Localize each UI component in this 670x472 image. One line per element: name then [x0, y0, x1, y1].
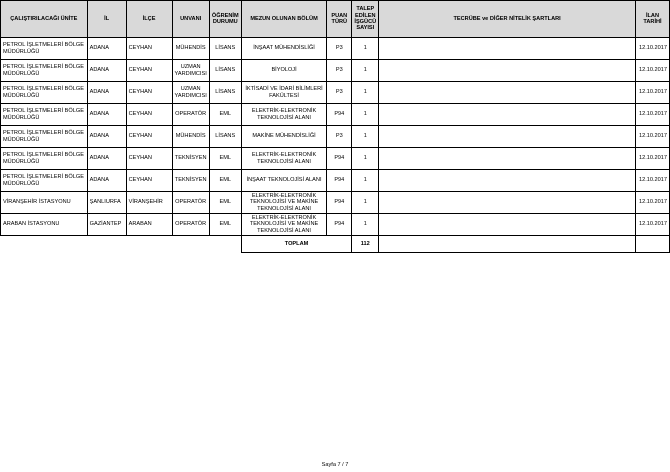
- cell-ogrenim: EML: [209, 104, 241, 126]
- cell-il: ADANA: [87, 82, 126, 104]
- header-ilce: İLÇE: [126, 1, 172, 38]
- cell-ilce: CEYHAN: [126, 60, 172, 82]
- cell-puan: P94: [327, 170, 352, 192]
- cell-talep: 1: [352, 38, 379, 60]
- table-row: [1, 82, 670, 104]
- table-row: [1, 170, 670, 192]
- cell-talep: 1: [352, 104, 379, 126]
- cell-bolum: İKTİSADİ VE İDARİ BİLİMLERİ FAKÜLTESİ: [241, 82, 327, 104]
- cell-il: ADANA: [87, 148, 126, 170]
- cell-tarih: 12.10.2017: [635, 126, 669, 148]
- header-row: [1, 1, 670, 38]
- header-sartlar: TECRÜBE ve DİĞER NİTELİK ŞARTLARI: [379, 1, 636, 38]
- cell-bolum: ELEKTRİK-ELEKTRONİK TEKNOLOJİSİ ALANI: [241, 104, 327, 126]
- cell-puan: P3: [327, 126, 352, 148]
- cell-unvan: OPERATÖR: [172, 104, 209, 126]
- cell-sartlar: [379, 38, 636, 60]
- cell-unite: VİRANŞEHİR İSTASYONU: [1, 192, 88, 214]
- cell-ilce: CEYHAN: [126, 148, 172, 170]
- total-label: TOPLAM: [241, 236, 352, 253]
- cell-sartlar: [379, 214, 636, 236]
- table-row: [1, 60, 670, 82]
- cell-puan: P94: [327, 214, 352, 236]
- header-ilan: İLAN TARİHİ: [635, 1, 669, 38]
- table-row: [1, 214, 670, 236]
- cell-puan: P94: [327, 104, 352, 126]
- cell-il: ADANA: [87, 104, 126, 126]
- cell-ilce: CEYHAN: [126, 82, 172, 104]
- cell-sartlar: [379, 82, 636, 104]
- cell-unvan: MÜHENDİS: [172, 126, 209, 148]
- cell-talep: 1: [352, 82, 379, 104]
- cell-sartlar: [379, 170, 636, 192]
- cell-unvan: MÜHENDİS: [172, 38, 209, 60]
- cell-il: ADANA: [87, 126, 126, 148]
- total-spacer-sartlar: [379, 236, 636, 253]
- cell-bolum: İNŞAAT MÜHENDİSLİĞİ: [241, 38, 327, 60]
- cell-puan: P94: [327, 148, 352, 170]
- cell-sartlar: [379, 192, 636, 214]
- cell-bolum: ELEKTRİK-ELEKTRONİK TEKNOLOJİSİ VE MAKİNE TEKNOLOJİSİ ALANI: [241, 192, 327, 214]
- cell-tarih: 12.10.2017: [635, 38, 669, 60]
- header-unvani: UNVANI: [172, 1, 209, 38]
- cell-bolum: ELEKTRİK-ELEKTRONİK TEKNOLOJİSİ ALANI: [241, 148, 327, 170]
- table-row: [1, 148, 670, 170]
- cell-il: ADANA: [87, 38, 126, 60]
- cell-il: GAZİANTEP: [87, 214, 126, 236]
- cell-ilce: ARABAN: [126, 214, 172, 236]
- cell-tarih: 12.10.2017: [635, 104, 669, 126]
- cell-sartlar: [379, 148, 636, 170]
- cell-unite: PETROL İŞLETMELERİ BÖLGE MÜDÜRLÜĞÜ: [1, 60, 88, 82]
- cell-tarih: 12.10.2017: [635, 60, 669, 82]
- total-value: 112: [352, 236, 379, 253]
- cell-bolum: BİYOLOJİ: [241, 60, 327, 82]
- cell-unite: PETROL İŞLETMELERİ BÖLGE MÜDÜRLÜĞÜ: [1, 38, 88, 60]
- header-bolum: MEZUN OLUNAN BÖLÜM: [241, 1, 327, 38]
- cell-unvan: TEKNİSYEN: [172, 148, 209, 170]
- cell-ogrenim: LİSANS: [209, 38, 241, 60]
- cell-tarih: 12.10.2017: [635, 82, 669, 104]
- cell-ilce: CEYHAN: [126, 170, 172, 192]
- cell-unite: PETROL İŞLETMELERİ BÖLGE MÜDÜRLÜĞÜ: [1, 126, 88, 148]
- header-unite: ÇALIŞTIRILACAĞI ÜNİTE: [1, 1, 88, 38]
- header-talep: TALEP EDİLEN İŞGÜCÜ SAYISI: [352, 1, 379, 38]
- cell-talep: 1: [352, 60, 379, 82]
- cell-puan: P94: [327, 192, 352, 214]
- cell-il: ŞANLIURFA: [87, 192, 126, 214]
- cell-unvan: TEKNİSYEN: [172, 170, 209, 192]
- page-number: Sayfa 7 / 7: [321, 462, 349, 468]
- cell-talep: 1: [352, 170, 379, 192]
- total-spacer-tarih: [635, 236, 669, 253]
- cell-sartlar: [379, 126, 636, 148]
- cell-talep: 1: [352, 192, 379, 214]
- cell-ilce: VİRANŞEHİR: [126, 192, 172, 214]
- cell-ogrenim: EML: [209, 170, 241, 192]
- cell-unite: PETROL İŞLETMELERİ BÖLGE MÜDÜRLÜĞÜ: [1, 148, 88, 170]
- cell-tarih: 12.10.2017: [635, 148, 669, 170]
- cell-puan: P3: [327, 82, 352, 104]
- cell-puan: P3: [327, 38, 352, 60]
- cell-puan: P3: [327, 60, 352, 82]
- cell-ogrenim: EML: [209, 214, 241, 236]
- cell-bolum: ELEKTRİK-ELEKTRONİK TEKNOLOJİSİ VE MAKİNE TEKNOLOJİSİ ALANI: [241, 214, 327, 236]
- cell-talep: 1: [352, 148, 379, 170]
- cell-unvan: UZMAN YARDIMCISI: [172, 82, 209, 104]
- cell-ogrenim: LİSANS: [209, 126, 241, 148]
- total-row: [1, 236, 670, 253]
- header-puan: PUAN TÜRÜ: [327, 1, 352, 38]
- cell-unvan: OPERATÖR: [172, 192, 209, 214]
- cell-unite: ARABAN İSTASYONU: [1, 214, 88, 236]
- cell-ogrenim: LİSANS: [209, 60, 241, 82]
- cell-unite: PETROL İŞLETMELERİ BÖLGE MÜDÜRLÜĞÜ: [1, 170, 88, 192]
- cell-tarih: 12.10.2017: [635, 214, 669, 236]
- cell-bolum: MAKİNE MÜHENDİSLİĞİ: [241, 126, 327, 148]
- cell-unite: PETROL İŞLETMELERİ BÖLGE MÜDÜRLÜĞÜ: [1, 104, 88, 126]
- cell-tarih: 12.10.2017: [635, 192, 669, 214]
- header-il: İL: [87, 1, 126, 38]
- cell-il: ADANA: [87, 170, 126, 192]
- cell-unvan: OPERATÖR: [172, 214, 209, 236]
- cell-ilce: CEYHAN: [126, 126, 172, 148]
- cell-talep: 1: [352, 126, 379, 148]
- cell-sartlar: [379, 104, 636, 126]
- table-row: [1, 104, 670, 126]
- cell-ilce: CEYHAN: [126, 38, 172, 60]
- cell-tarih: 12.10.2017: [635, 170, 669, 192]
- cell-bolum: İNŞAAT TEKNOLOJİSİ ALANI: [241, 170, 327, 192]
- cell-unvan: UZMAN YARDIMCISI: [172, 60, 209, 82]
- header-ogrenim: ÖĞRENİM DURUMU: [209, 1, 241, 38]
- cell-ilce: CEYHAN: [126, 104, 172, 126]
- table-row: [1, 192, 670, 214]
- cell-ogrenim: EML: [209, 148, 241, 170]
- cell-ogrenim: EML: [209, 192, 241, 214]
- cell-unite: PETROL İŞLETMELERİ BÖLGE MÜDÜRLÜĞÜ: [1, 82, 88, 104]
- cell-talep: 1: [352, 214, 379, 236]
- cell-sartlar: [379, 60, 636, 82]
- table-row: [1, 126, 670, 148]
- cell-ogrenim: LİSANS: [209, 82, 241, 104]
- table-row: [1, 38, 670, 60]
- cell-il: ADANA: [87, 60, 126, 82]
